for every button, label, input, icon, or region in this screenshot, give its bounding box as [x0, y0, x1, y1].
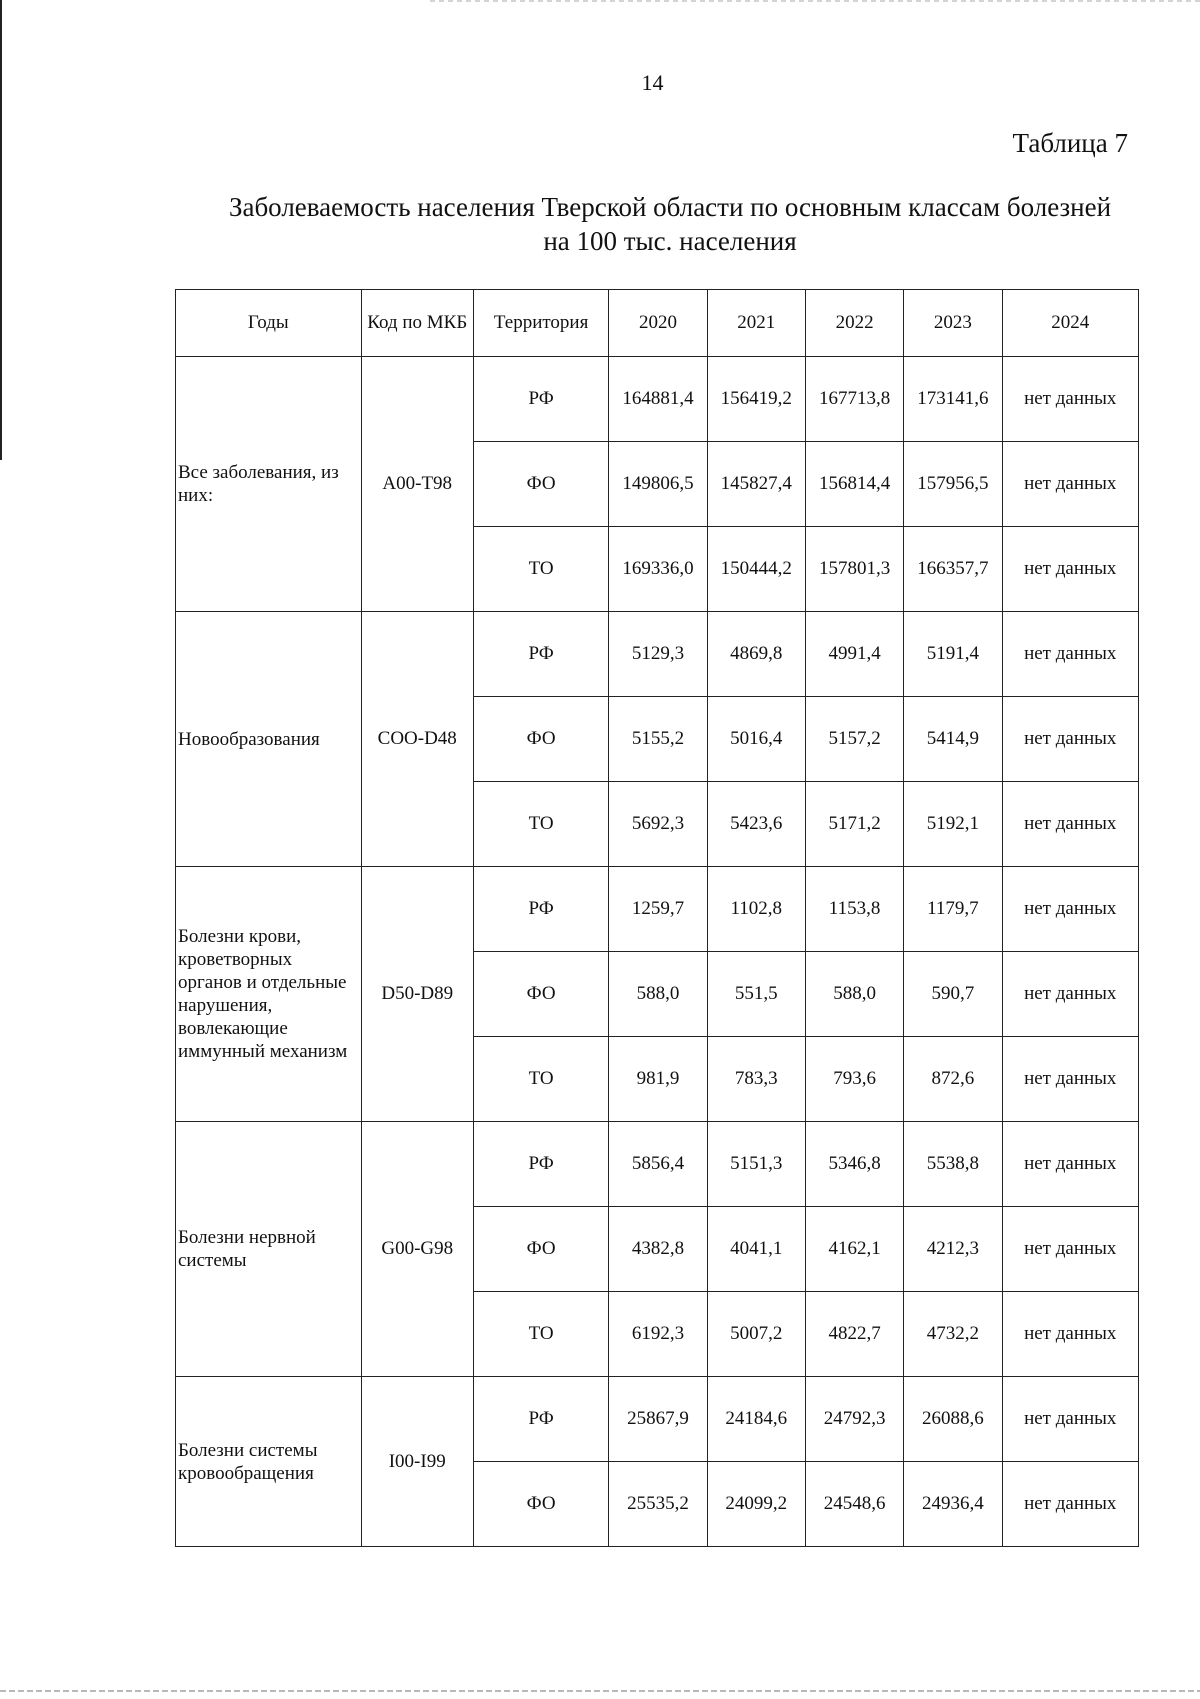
header-years: Годы [176, 290, 362, 357]
disease-class-cell: Болезни крови, кроветворных органов и отдельные нарушения, вовлекающие иммунный механизм [176, 867, 362, 1122]
table-row [176, 1122, 1139, 1207]
header-2020: 2020 [609, 290, 707, 357]
value-cell-2023: 590,7 [904, 952, 1002, 1037]
value-cell-2021: 145827,4 [707, 442, 805, 527]
table-row [176, 612, 1139, 697]
value-cell-2021: 5423,6 [707, 782, 805, 867]
icd-code-cell: I00-I99 [361, 1377, 473, 1547]
value-cell-2021: 4869,8 [707, 612, 805, 697]
value-cell-2022: 24792,3 [805, 1377, 903, 1462]
document-title [170, 190, 1170, 258]
value-cell-2020: 5692,3 [609, 782, 707, 867]
value-cell-2023: 173141,6 [904, 357, 1002, 442]
value-cell-2021: 5007,2 [707, 1292, 805, 1377]
scan-top-mark [430, 0, 1200, 2]
value-cell-2024: нет данных [1002, 697, 1138, 782]
header-2022: 2022 [805, 290, 903, 357]
header-2021: 2021 [707, 290, 805, 357]
value-cell-2024: нет данных [1002, 867, 1138, 952]
value-cell-2021: 156419,2 [707, 357, 805, 442]
value-cell-2024: нет данных [1002, 612, 1138, 697]
header-territory: Территория [473, 290, 608, 357]
value-cell-2020: 1259,7 [609, 867, 707, 952]
title-line-1: Заболеваемость населения Тверской области по основным классам болезней [228, 192, 1112, 222]
value-cell-2020: 149806,5 [609, 442, 707, 527]
value-cell-2024: нет данных [1002, 952, 1138, 1037]
value-cell-2022: 157801,3 [805, 527, 903, 612]
value-cell-2021: 24184,6 [707, 1377, 805, 1462]
table-row [176, 867, 1139, 952]
territory-cell: ФО [473, 1462, 608, 1547]
icd-code-cell: A00-T98 [361, 357, 473, 612]
value-cell-2023: 157956,5 [904, 442, 1002, 527]
header-icd-code: Код по МКБ [361, 290, 473, 357]
territory-cell: ФО [473, 697, 608, 782]
icd-code-cell: D50-D89 [361, 867, 473, 1122]
territory-cell: ТО [473, 782, 608, 867]
territory-cell: РФ [473, 357, 608, 442]
territory-cell: РФ [473, 1377, 608, 1462]
value-cell-2022: 5157,2 [805, 697, 903, 782]
value-cell-2022: 793,6 [805, 1037, 903, 1122]
value-cell-2022: 5171,2 [805, 782, 903, 867]
value-cell-2024: нет данных [1002, 1037, 1138, 1122]
value-cell-2022: 167713,8 [805, 357, 903, 442]
value-cell-2022: 4162,1 [805, 1207, 903, 1292]
value-cell-2021: 1102,8 [707, 867, 805, 952]
scan-bottom-mark [0, 1690, 1200, 1692]
value-cell-2024: нет данных [1002, 527, 1138, 612]
value-cell-2022: 588,0 [805, 952, 903, 1037]
value-cell-2023: 872,6 [904, 1037, 1002, 1122]
territory-cell: РФ [473, 612, 608, 697]
scan-edge-mark [0, 0, 2, 460]
value-cell-2020: 25867,9 [609, 1377, 707, 1462]
value-cell-2024: нет данных [1002, 442, 1138, 527]
territory-cell: ФО [473, 952, 608, 1037]
value-cell-2020: 6192,3 [609, 1292, 707, 1377]
value-cell-2021: 150444,2 [707, 527, 805, 612]
disease-class-cell: Болезни нервной системы [176, 1122, 362, 1377]
value-cell-2024: нет данных [1002, 782, 1138, 867]
disease-class-cell: Все заболевания, из них: [176, 357, 362, 612]
value-cell-2021: 551,5 [707, 952, 805, 1037]
value-cell-2024: нет данных [1002, 1462, 1138, 1547]
value-cell-2023: 24936,4 [904, 1462, 1002, 1547]
header-2023: 2023 [904, 290, 1002, 357]
value-cell-2023: 5414,9 [904, 697, 1002, 782]
value-cell-2024: нет данных [1002, 1292, 1138, 1377]
value-cell-2022: 1153,8 [805, 867, 903, 952]
value-cell-2023: 1179,7 [904, 867, 1002, 952]
territory-cell: ФО [473, 1207, 608, 1292]
morbidity-table [175, 289, 1139, 1547]
value-cell-2020: 5129,3 [609, 612, 707, 697]
value-cell-2024: нет данных [1002, 1377, 1138, 1462]
value-cell-2021: 5016,4 [707, 697, 805, 782]
value-cell-2020: 981,9 [609, 1037, 707, 1122]
value-cell-2024: нет данных [1002, 1207, 1138, 1292]
title-line-2: на 100 тыс. населения [543, 226, 797, 256]
territory-cell: ТО [473, 1292, 608, 1377]
value-cell-2024: нет данных [1002, 357, 1138, 442]
disease-class-cell: Новообразования [176, 612, 362, 867]
value-cell-2021: 5151,3 [707, 1122, 805, 1207]
icd-code-cell: G00-G98 [361, 1122, 473, 1377]
disease-class-cell: Болезни системы кровообращения [176, 1377, 362, 1547]
value-cell-2021: 4041,1 [707, 1207, 805, 1292]
value-cell-2023: 4212,3 [904, 1207, 1002, 1292]
table-header-row [176, 290, 1139, 357]
value-cell-2022: 5346,8 [805, 1122, 903, 1207]
territory-cell: РФ [473, 1122, 608, 1207]
page-number: 14 [641, 70, 664, 95]
table-label: Таблица 7 [1012, 128, 1128, 158]
table-body [176, 357, 1139, 1547]
value-cell-2022: 156814,4 [805, 442, 903, 527]
value-cell-2023: 26088,6 [904, 1377, 1002, 1462]
value-cell-2023: 5191,4 [904, 612, 1002, 697]
value-cell-2021: 783,3 [707, 1037, 805, 1122]
value-cell-2020: 25535,2 [609, 1462, 707, 1547]
value-cell-2021: 24099,2 [707, 1462, 805, 1547]
value-cell-2022: 24548,6 [805, 1462, 903, 1547]
value-cell-2022: 4822,7 [805, 1292, 903, 1377]
value-cell-2020: 169336,0 [609, 527, 707, 612]
territory-cell: ФО [473, 442, 608, 527]
value-cell-2024: нет данных [1002, 1122, 1138, 1207]
header-2024: 2024 [1002, 290, 1138, 357]
territory-cell: ТО [473, 1037, 608, 1122]
value-cell-2022: 4991,4 [805, 612, 903, 697]
value-cell-2023: 4732,2 [904, 1292, 1002, 1377]
territory-cell: ТО [473, 527, 608, 612]
value-cell-2023: 5192,1 [904, 782, 1002, 867]
value-cell-2020: 164881,4 [609, 357, 707, 442]
value-cell-2023: 5538,8 [904, 1122, 1002, 1207]
value-cell-2020: 4382,8 [609, 1207, 707, 1292]
value-cell-2023: 166357,7 [904, 527, 1002, 612]
value-cell-2020: 5856,4 [609, 1122, 707, 1207]
icd-code-cell: COO-D48 [361, 612, 473, 867]
table-row [176, 357, 1139, 442]
territory-cell: РФ [473, 867, 608, 952]
table-row [176, 1377, 1139, 1462]
value-cell-2020: 588,0 [609, 952, 707, 1037]
value-cell-2020: 5155,2 [609, 697, 707, 782]
